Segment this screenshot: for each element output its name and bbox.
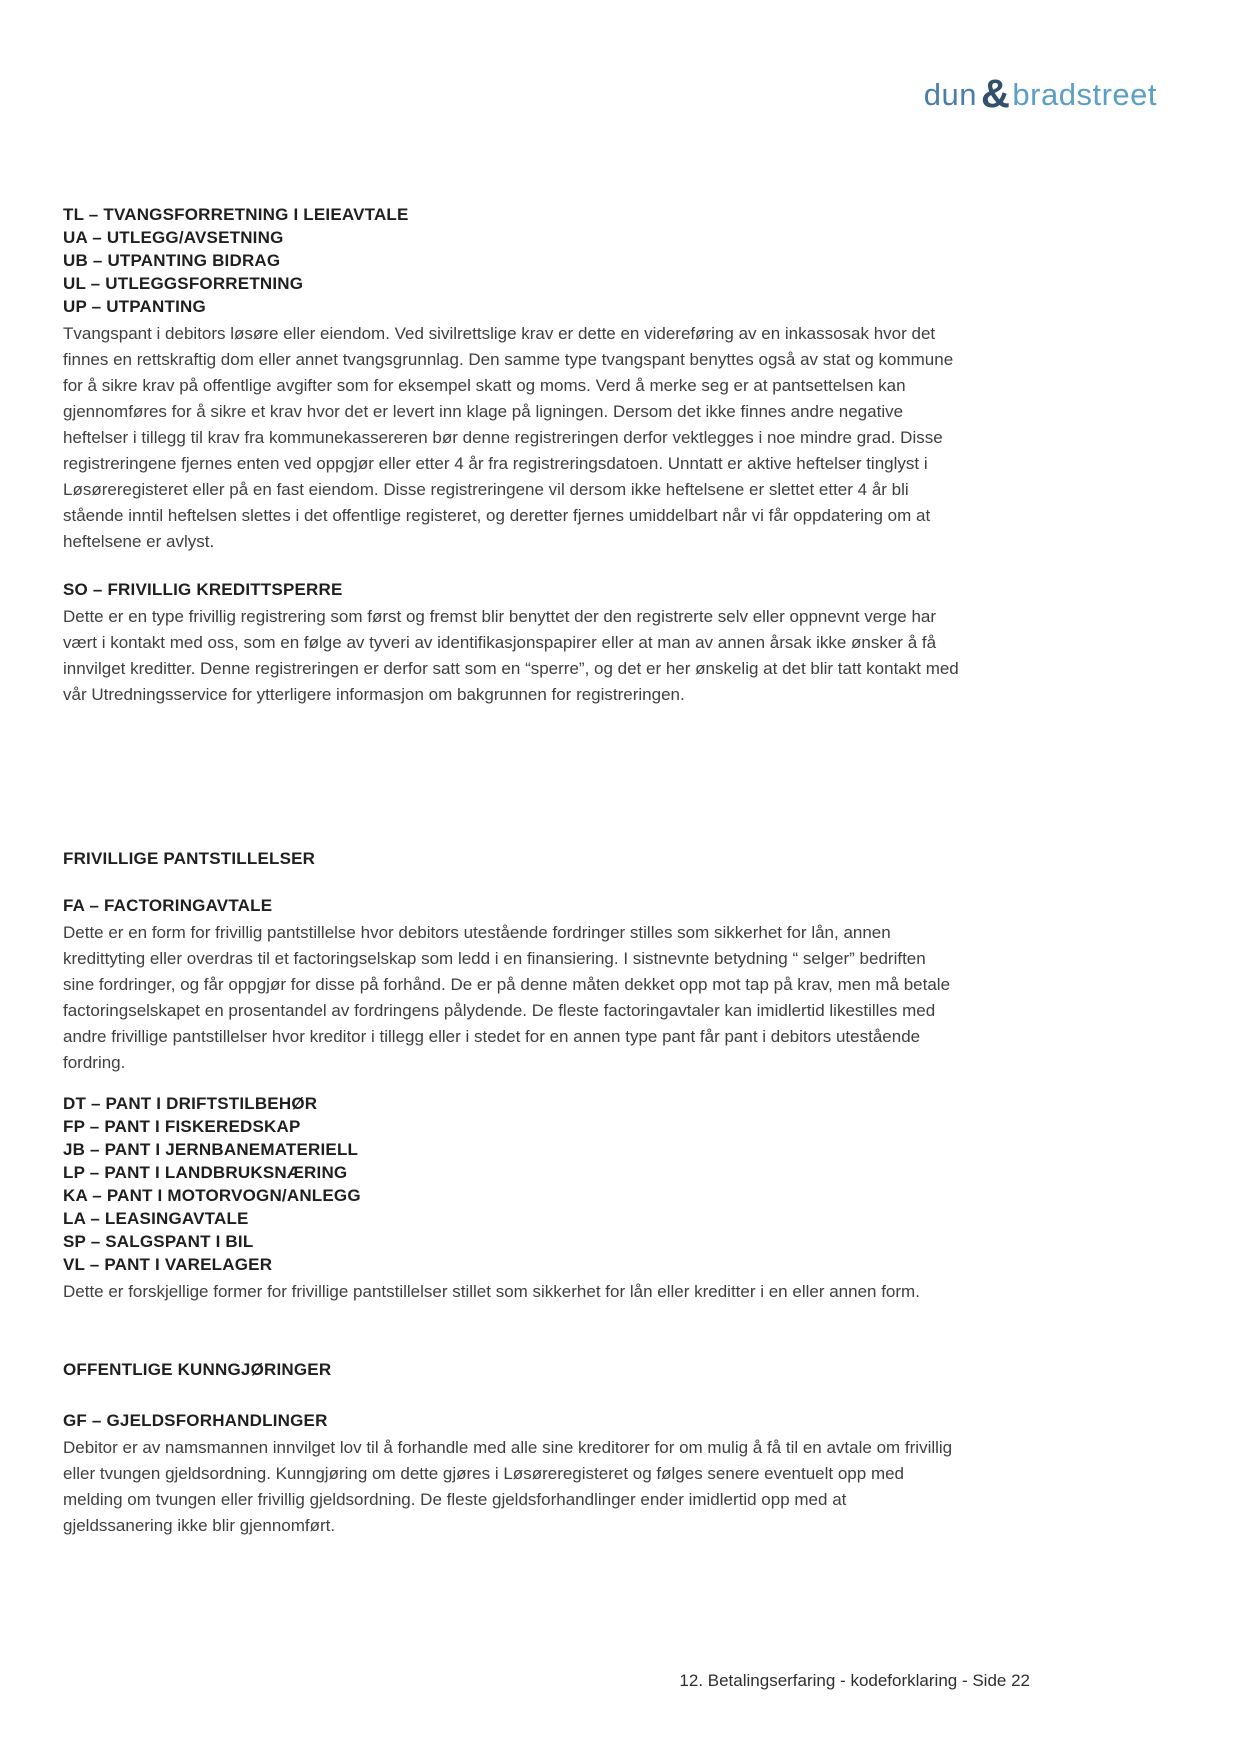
code-line-dt: DT – PANT I DRIFTSTILBEHØR <box>63 1094 318 1113</box>
code-line-up: UP – UTPANTING <box>63 297 206 316</box>
ampersand-icon: & <box>981 72 1011 116</box>
code-list-tvangspant <box>63 203 960 318</box>
code-line-lp: LP – PANT I LANDBRUKSNÆRING <box>63 1163 348 1182</box>
document-content <box>63 203 960 1539</box>
heading-gf: GF – GJELDSFORHANDLINGER <box>63 1411 328 1430</box>
paragraph-gf: Debitor er av namsmannen innvilget lov til å forhandle med alle sine kreditorer for om mulig å få til en avtale om frivillig eller tvungen gjeldsordning. Kunngjøring om dette gjøres i Løsøreregisteret og følges senere eventuelt opp med melding om tvungen eller frivillig gjeldsordning. De fleste gjeldsforhandlinger ender imidlertid opp med at gjeldssanering ikke blir gjennomført. <box>63 1438 953 1535</box>
dun-bradstreet-logo <box>924 70 1157 115</box>
paragraph-so: Dette er en type frivillig registrering som først og fremst blir benyttet der den registrerte selv eller oppnevnt verge har vært i kontakt med oss, som en følge av tyveri av identifikasjonspapirer eller at man av annen årsak ikke ønsker å få innvilget kreditter. Denne registreringen er derfor satt som en “sperre”, og det er her ønskelig at det blir tatt kontakt med vår Utredningsservice for ytterligere informasjon om bakgrunnen for registreringen. <box>63 607 959 704</box>
code-line-ua: UA – UTLEGG/AVSETNING <box>63 228 284 247</box>
section-title-offentlige-kunngjoringer: OFFENTLIGE KUNNGJØRINGER <box>63 1360 332 1379</box>
page-footer: 12. Betalingserfaring - kodeforklaring - Side 22 <box>679 1671 1030 1690</box>
code-list-pant <box>63 1092 960 1276</box>
code-line-la: LA – LEASINGAVTALE <box>63 1209 249 1228</box>
code-line-vl: VL – PANT I VARELAGER <box>63 1255 273 1274</box>
logo-text-bradstreet: bradstreet <box>1012 77 1157 112</box>
heading-so: SO – FRIVILLIG KREDITTSPERRE <box>63 580 343 599</box>
code-line-fp: FP – PANT I FISKEREDSKAP <box>63 1117 301 1136</box>
logo-text-dun: dun <box>923 77 978 112</box>
code-line-sp: SP – SALGSPANT I BIL <box>63 1232 254 1251</box>
heading-fa: FA – FACTORINGAVTALE <box>63 896 273 915</box>
code-line-ul: UL – UTLEGGSFORRETNING <box>63 274 304 293</box>
section-title-frivillige-pantstillelser: FRIVILLIGE PANTSTILLELSER <box>63 849 316 868</box>
paragraph-pant-codes: Dette er forskjellige former for frivillige pantstillelser stillet som sikkerhet for lån eller kreditter i en eller annen form. <box>63 1282 920 1301</box>
code-line-tl: TL – TVANGSFORRETNING I LEIEAVTALE <box>63 205 409 224</box>
paragraph-fa: Dette er en form for frivillig pantstillelse hvor debitors utestående fordringer stilles som sikkerhet for lån, annen kredittyting eller overdras til et factoringselskap som ledd i en finansiering. I sistnevnte betydning “ selger” bedriften sine fordringer, og får oppgjør for disse på forhånd. De er på denne måten dekket opp mot tap på krav, men må betale factoringselskapet en prosentandel av fordringens pålydende. De fleste factoringavtaler kan imidlertid likestilles med andre frivillige pantstillelser hvor kreditor i tillegg eller i stedet for en annen type pant får pant i debitors utestående fordring. <box>63 923 951 1072</box>
code-line-ub: UB – UTPANTING BIDRAG <box>63 251 281 270</box>
code-line-jb: JB – PANT I JERNBANEMATERIELL <box>63 1140 359 1159</box>
code-line-ka: KA – PANT I MOTORVOGN/ANLEGG <box>63 1186 361 1205</box>
paragraph-tvangspant: Tvangspant i debitors løsøre eller eiendom. Ved sivilrettslige krav er dette en videreføring av en inkassosak hvor det finnes en rettskraftig dom eller annet tvangsgrunnlag. Den samme type tvangspant benyttes også av stat og kommune for å sikre krav på offentlige avgifter som for eksempel skatt og moms. Verd å merke seg er at pantsettelsen kan gjennomføres for å sikre et krav hvor det er levert inn klage på ligningen. Dersom det ikke finnes andre negative heftelser i tillegg til krav fra kommunekassereren bør denne registreringen derfor vektlegges i noe mindre grad. Disse registreringene fjernes enten ved oppgjør eller etter 4 år fra registreringsdatoen. Unntatt er aktive heftelser tinglyst i Løsøreregisteret eller på en fast eiendom. Disse registreringene vil dersom ikke heftelsene er slettet etter 4 år bli stående inntil heftelsen slettes i det offentlige registeret, og deretter fjernes umiddelbart når vi får oppdatering om at heftelsene er avlyst. <box>63 324 954 551</box>
